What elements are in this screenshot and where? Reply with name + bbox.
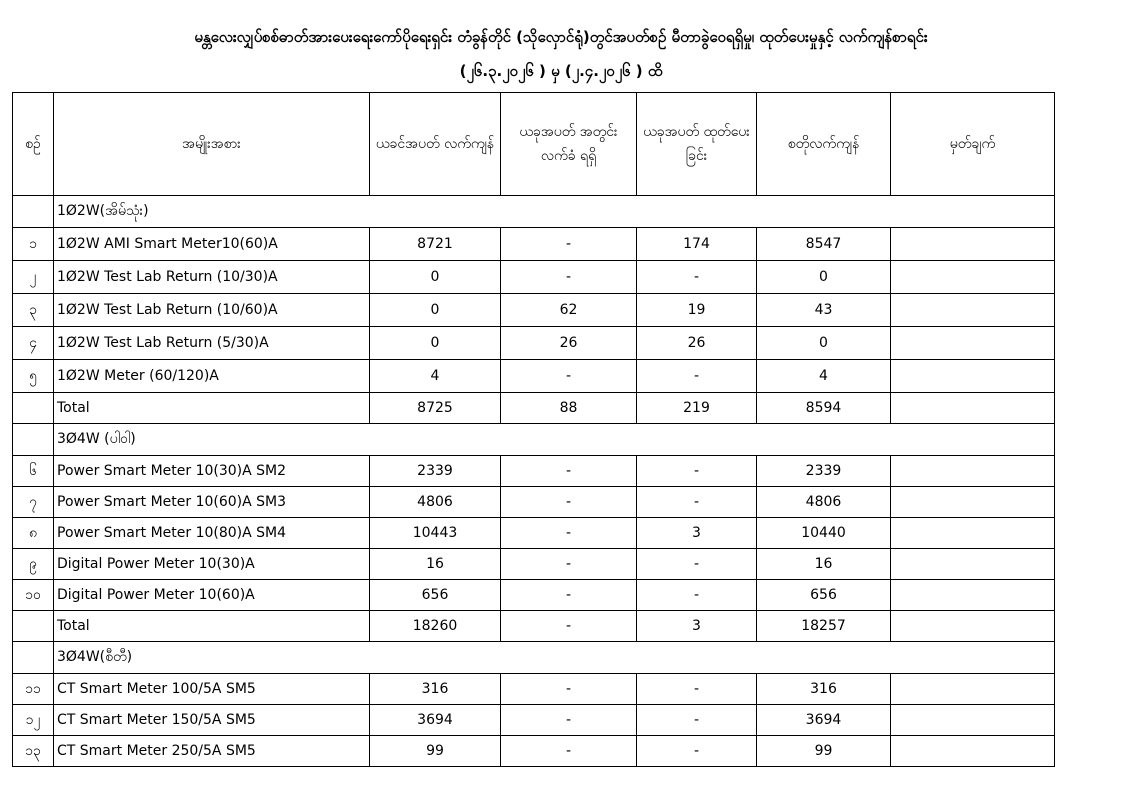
header-received: ယခုအပတ် အတွင်းလက်ခံ ရရှိ	[501, 93, 637, 196]
header-no: စဉ်	[13, 93, 54, 196]
row-name: Power Smart Meter 10(80)A SM4	[54, 518, 370, 549]
total-balance: 18257	[757, 611, 891, 642]
row-issued: -	[637, 549, 757, 580]
row-balance: 43	[757, 294, 891, 327]
total-received: -	[501, 611, 637, 642]
section-row	[13, 196, 1055, 228]
section-title: 3Ø4W(စီတီ)	[54, 642, 1055, 674]
row-name: 1Ø2W Test Lab Return (5/30)A	[54, 327, 370, 360]
row-issued: -	[637, 487, 757, 518]
row-opening: 3694	[370, 705, 501, 736]
row-name: CT Smart Meter 150/5A SM5	[54, 705, 370, 736]
row-opening: 4806	[370, 487, 501, 518]
row-issued: 174	[637, 228, 757, 261]
row-name: Digital Power Meter 10(60)A	[54, 580, 370, 611]
row-opening: 0	[370, 261, 501, 294]
row-name: 1Ø2W Test Lab Return (10/60)A	[54, 294, 370, 327]
table-row	[13, 705, 1055, 736]
row-received: -	[501, 736, 637, 767]
row-issued: -	[637, 580, 757, 611]
row-remark	[891, 327, 1055, 360]
row-received: -	[501, 549, 637, 580]
row-balance: 8547	[757, 228, 891, 261]
row-balance: 3694	[757, 705, 891, 736]
row-remark	[891, 580, 1055, 611]
table-row	[13, 518, 1055, 549]
row-received: -	[501, 360, 637, 393]
row-issued: -	[637, 705, 757, 736]
table-row	[13, 294, 1055, 327]
table-row	[13, 456, 1055, 487]
header-issued: ယခုအပတ် ထုတ်ပေးခြင်း	[637, 93, 757, 196]
row-no: ၁၀	[13, 580, 54, 611]
row-remark	[891, 228, 1055, 261]
header-opening: ယခင်အပတ် လက်ကျန်	[370, 93, 501, 196]
total-row	[13, 611, 1055, 642]
row-no: ၆	[13, 456, 54, 487]
row-balance: 0	[757, 261, 891, 294]
row-issued: 3	[637, 518, 757, 549]
row-no: ၂	[13, 261, 54, 294]
row-received: 26	[501, 327, 637, 360]
header-row	[13, 93, 1055, 196]
row-name: 1Ø2W Test Lab Return (10/30)A	[54, 261, 370, 294]
row-opening: 656	[370, 580, 501, 611]
table-row	[13, 674, 1055, 705]
row-received: -	[501, 456, 637, 487]
row-no: ၅	[13, 360, 54, 393]
row-issued: 19	[637, 294, 757, 327]
row-opening: 0	[370, 294, 501, 327]
row-balance: 0	[757, 327, 891, 360]
total-row	[13, 393, 1055, 424]
row-no: ၁၂	[13, 705, 54, 736]
row-no: ၁၁	[13, 674, 54, 705]
row-no: ၈	[13, 518, 54, 549]
row-name: CT Smart Meter 250/5A SM5	[54, 736, 370, 767]
table-row	[13, 487, 1055, 518]
total-issued: 3	[637, 611, 757, 642]
row-name: 1Ø2W AMI Smart Meter10(60)A	[54, 228, 370, 261]
row-balance: 316	[757, 674, 891, 705]
row-name: CT Smart Meter 100/5A SM5	[54, 674, 370, 705]
row-remark	[891, 674, 1055, 705]
row-remark	[891, 360, 1055, 393]
section-row	[13, 642, 1055, 674]
row-opening: 0	[370, 327, 501, 360]
total-label: Total	[54, 611, 370, 642]
total-balance: 8594	[757, 393, 891, 424]
row-remark	[891, 736, 1055, 767]
total-issued: 219	[637, 393, 757, 424]
row-issued: -	[637, 736, 757, 767]
row-no: ၄	[13, 327, 54, 360]
row-received: -	[501, 487, 637, 518]
row-balance: 2339	[757, 456, 891, 487]
row-balance: 10440	[757, 518, 891, 549]
table-row	[13, 228, 1055, 261]
header-balance: စတိုလက်ကျန်	[757, 93, 891, 196]
table-row	[13, 360, 1055, 393]
total-received: 88	[501, 393, 637, 424]
table-row	[13, 327, 1055, 360]
row-issued: 26	[637, 327, 757, 360]
row-received: -	[501, 518, 637, 549]
table-row	[13, 736, 1055, 767]
row-received: -	[501, 705, 637, 736]
row-opening: 16	[370, 549, 501, 580]
row-no: ၇	[13, 487, 54, 518]
table-row	[13, 549, 1055, 580]
row-opening: 8721	[370, 228, 501, 261]
row-issued: -	[637, 261, 757, 294]
row-received: 62	[501, 294, 637, 327]
row-remark	[891, 518, 1055, 549]
row-opening: 316	[370, 674, 501, 705]
row-remark	[891, 487, 1055, 518]
total-opening: 8725	[370, 393, 501, 424]
row-no: ၃	[13, 294, 54, 327]
section-title: 1Ø2W(အိမ်သုံး)	[54, 196, 1055, 228]
row-no: ၉	[13, 549, 54, 580]
row-remark	[891, 294, 1055, 327]
header-type: အမျိုးအစား	[54, 93, 370, 196]
row-balance: 656	[757, 580, 891, 611]
row-balance: 4806	[757, 487, 891, 518]
row-remark	[891, 705, 1055, 736]
table-row	[13, 580, 1055, 611]
row-no: ၁၃	[13, 736, 54, 767]
row-remark	[891, 456, 1055, 487]
row-opening: 99	[370, 736, 501, 767]
row-issued: -	[637, 360, 757, 393]
row-name: Digital Power Meter 10(30)A	[54, 549, 370, 580]
total-opening: 18260	[370, 611, 501, 642]
row-remark	[891, 549, 1055, 580]
row-opening: 4	[370, 360, 501, 393]
row-received: -	[501, 674, 637, 705]
meter-inventory-table	[12, 92, 1055, 767]
header-remark: မှတ်ချက်	[891, 93, 1055, 196]
row-received: -	[501, 580, 637, 611]
date-range: (၂၆.၃.၂၀၂၆ ) မှ (၂.၄.၂၀၂၆ ) ထိ	[459, 62, 663, 80]
row-issued: -	[637, 674, 757, 705]
total-label: Total	[54, 393, 370, 424]
row-received: -	[501, 261, 637, 294]
row-remark	[891, 261, 1055, 294]
row-balance: 99	[757, 736, 891, 767]
row-name: Power Smart Meter 10(60)A SM3	[54, 487, 370, 518]
document-title: မန္တလေးလျှပ်စစ်ဓာတ်အားပေးရေးကော်ပိုရေးရှင်း တံခွန်တိုင် (သိုလှောင်ရုံ)တွင်အပတ်စဉ် မီတာခွဲဝေရရှိမှု၊ ထုတ်ပေးမှုနှင့် လက်ကျန်စာရင်း	[194, 28, 928, 46]
row-opening: 2339	[370, 456, 501, 487]
section-row	[13, 424, 1055, 456]
row-balance: 16	[757, 549, 891, 580]
row-opening: 10443	[370, 518, 501, 549]
row-received: -	[501, 228, 637, 261]
row-name: Power Smart Meter 10(30)A SM2	[54, 456, 370, 487]
row-name: 1Ø2W Meter (60/120)A	[54, 360, 370, 393]
section-title: 3Ø4W (ပါဝါ)	[54, 424, 1055, 456]
row-issued: -	[637, 456, 757, 487]
row-no: ၁	[13, 228, 54, 261]
row-balance: 4	[757, 360, 891, 393]
table-row	[13, 261, 1055, 294]
